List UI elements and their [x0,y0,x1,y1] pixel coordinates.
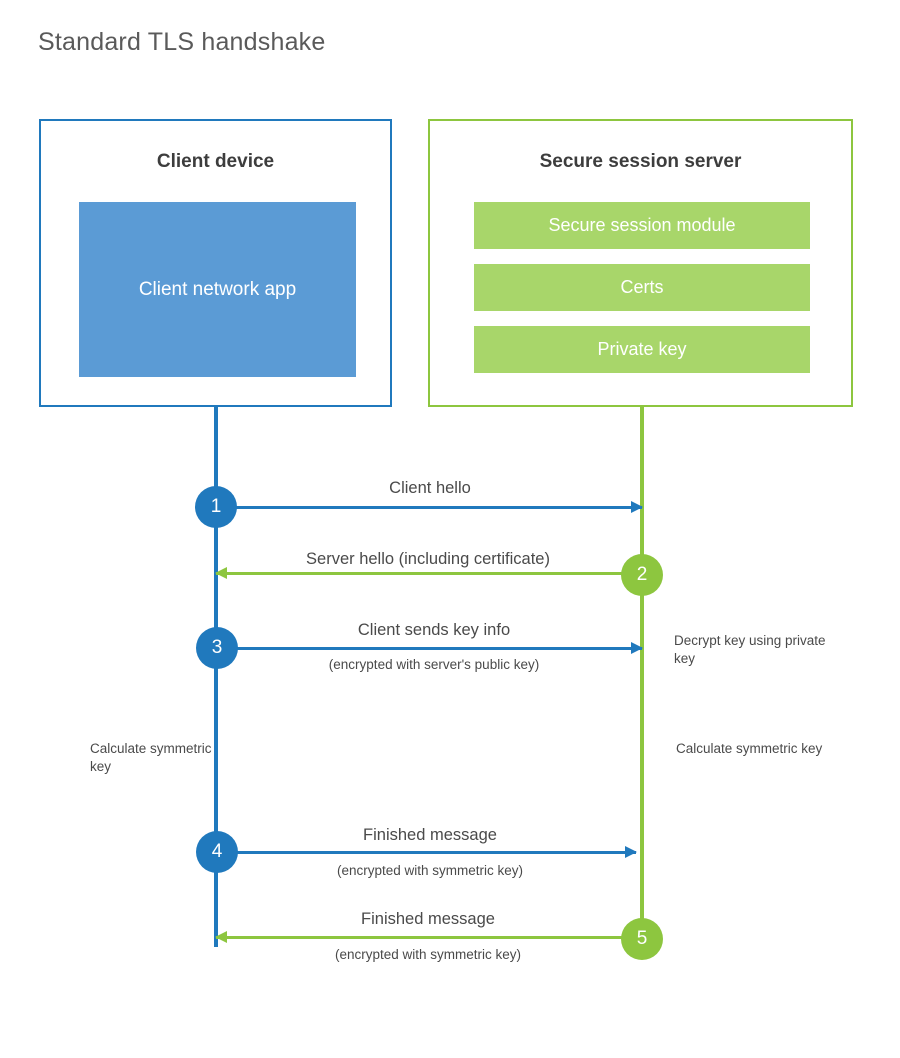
step-marker-3: 3 [196,627,238,669]
sublabel-step-3: (encrypted with server's public key) [328,657,540,672]
server-component-list [474,202,810,373]
step-marker-1: 1 [195,486,237,528]
secure-session-server-panel [428,119,853,407]
label-step-4: Finished message [363,826,497,844]
label-step-2: Server hello (including certificate) [306,550,550,568]
arrow-step-4 [226,851,636,854]
server-component-private-key: Private key [474,326,810,373]
arrow-shaft [216,936,626,939]
server-component-secure-session-module: Secure session module [474,202,810,249]
label-step-5: Finished message [361,910,495,928]
client-device-panel [39,119,392,407]
label-step-1: Client hello [389,479,471,497]
step-marker-5: 5 [621,918,663,960]
sublabel-step-4: (encrypted with symmetric key) [336,863,524,878]
arrow-step-5 [216,936,626,939]
arrow-step-1 [218,506,642,509]
step-marker-4: 4 [196,831,238,873]
arrow-step-2 [216,572,626,575]
sublabel-step-5: (encrypted with symmetric key) [334,947,522,962]
arrow-shaft [226,851,636,854]
note-client-calculate-symmetric-key: Calculate symmetric key [90,741,212,775]
arrow-shaft [216,572,626,575]
arrow-shaft [226,647,642,650]
label-step-3: Client sends key info [357,621,511,639]
note-server-calculate-symmetric-key: Calculate symmetric key [676,741,823,756]
arrow-head [625,846,637,858]
step-marker-2: 2 [621,554,663,596]
arrow-shaft [218,506,642,509]
page-title: Standard TLS handshake [38,28,326,56]
client-device-title: Client device [156,151,275,172]
arrow-head [215,931,227,943]
arrow-head [631,501,643,513]
note-decrypt-key: Decrypt key using private key [674,633,826,667]
client-network-app-box: Client network app [79,202,356,377]
server-component-certs: Certs [474,264,810,311]
arrow-head [631,642,643,654]
secure-session-server-title: Secure session server [539,151,742,172]
arrow-step-3 [226,647,642,650]
